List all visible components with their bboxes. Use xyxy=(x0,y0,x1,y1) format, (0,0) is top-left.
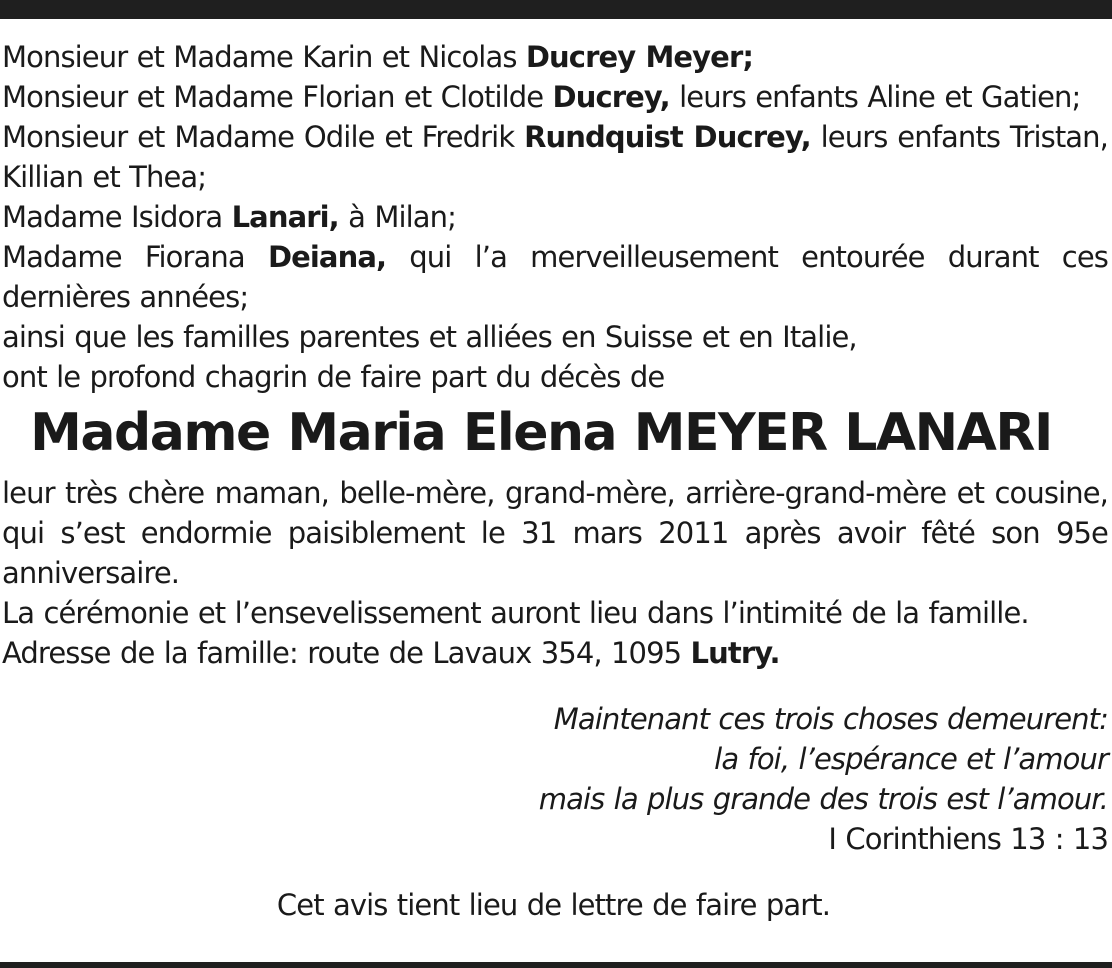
family-entry-text: Madame Fiorana xyxy=(2,240,268,274)
obituary-notice xyxy=(2,37,1108,925)
family-entry-text: leurs enfants Aline et Gatien; xyxy=(669,80,1081,114)
family-entry xyxy=(2,77,1108,117)
family-entry-text: Monsieur et Madame Florian et Clotilde xyxy=(2,80,553,114)
family-entry-text: qui l’a merveilleusement entourée durant ces dernières années; xyxy=(2,240,1108,314)
bible-quote xyxy=(2,699,1108,859)
address-text: Adresse de la famille: route de Lavaux 354, 1095 xyxy=(2,636,691,670)
family-entry-text: Monsieur et Madame Karin et Nicolas xyxy=(2,40,526,74)
ceremony-text: La cérémonie et l’ensevelissement auront lieu dans l’intimité de la famille. xyxy=(2,596,1029,630)
quote-reference: I Corinthiens 13 : 13 xyxy=(828,822,1108,856)
family-entry-text: Madame Isidora xyxy=(2,200,232,234)
quote-line: la foi, l’espérance et l’amour xyxy=(714,742,1108,776)
family-address xyxy=(2,633,1108,673)
family-name: Rundquist Ducrey, xyxy=(524,120,811,154)
family-name: Ducrey, xyxy=(552,80,670,114)
family-entry xyxy=(2,117,1108,197)
family-entry xyxy=(2,37,1108,77)
bottom-rule xyxy=(0,962,1112,968)
family-name: Ducrey Meyer; xyxy=(525,40,754,74)
family-name: Deiana, xyxy=(267,240,387,274)
address-town: Lutry. xyxy=(690,636,780,670)
top-rule xyxy=(0,0,1112,19)
quote-line: mais la plus grande des trois est l’amour. xyxy=(538,782,1108,816)
announcement-line: ont le profond chagrin de faire part du décès de xyxy=(2,360,665,394)
quote-line: Maintenant ces trois choses demeurent: xyxy=(553,702,1108,736)
family-name: Lanari, xyxy=(231,200,339,234)
family-entry xyxy=(2,237,1108,317)
deceased-name: Madame Maria Elena MEYER LANARI xyxy=(30,403,1052,463)
family-entry-text: leurs enfants Tristan, Killian et Thea; xyxy=(2,120,1108,194)
closing-note: Cet avis tient lieu de lettre de faire part. xyxy=(276,888,831,922)
family-entry-text: Monsieur et Madame Odile et Fredrik xyxy=(2,120,525,154)
family-entry-text: à Milan; xyxy=(338,200,456,234)
relatives-line: ainsi que les familles parentes et alliées en Suisse et en Italie, xyxy=(2,320,857,354)
tribute-text: leur très chère maman, belle-mère, grand-mère, arrière-grand-mère et cousine, qui s’est endormie paisiblement le 31 mars 2011 après avoir fêté son 95e anniversaire. xyxy=(2,476,1108,590)
family-entry xyxy=(2,197,1108,237)
